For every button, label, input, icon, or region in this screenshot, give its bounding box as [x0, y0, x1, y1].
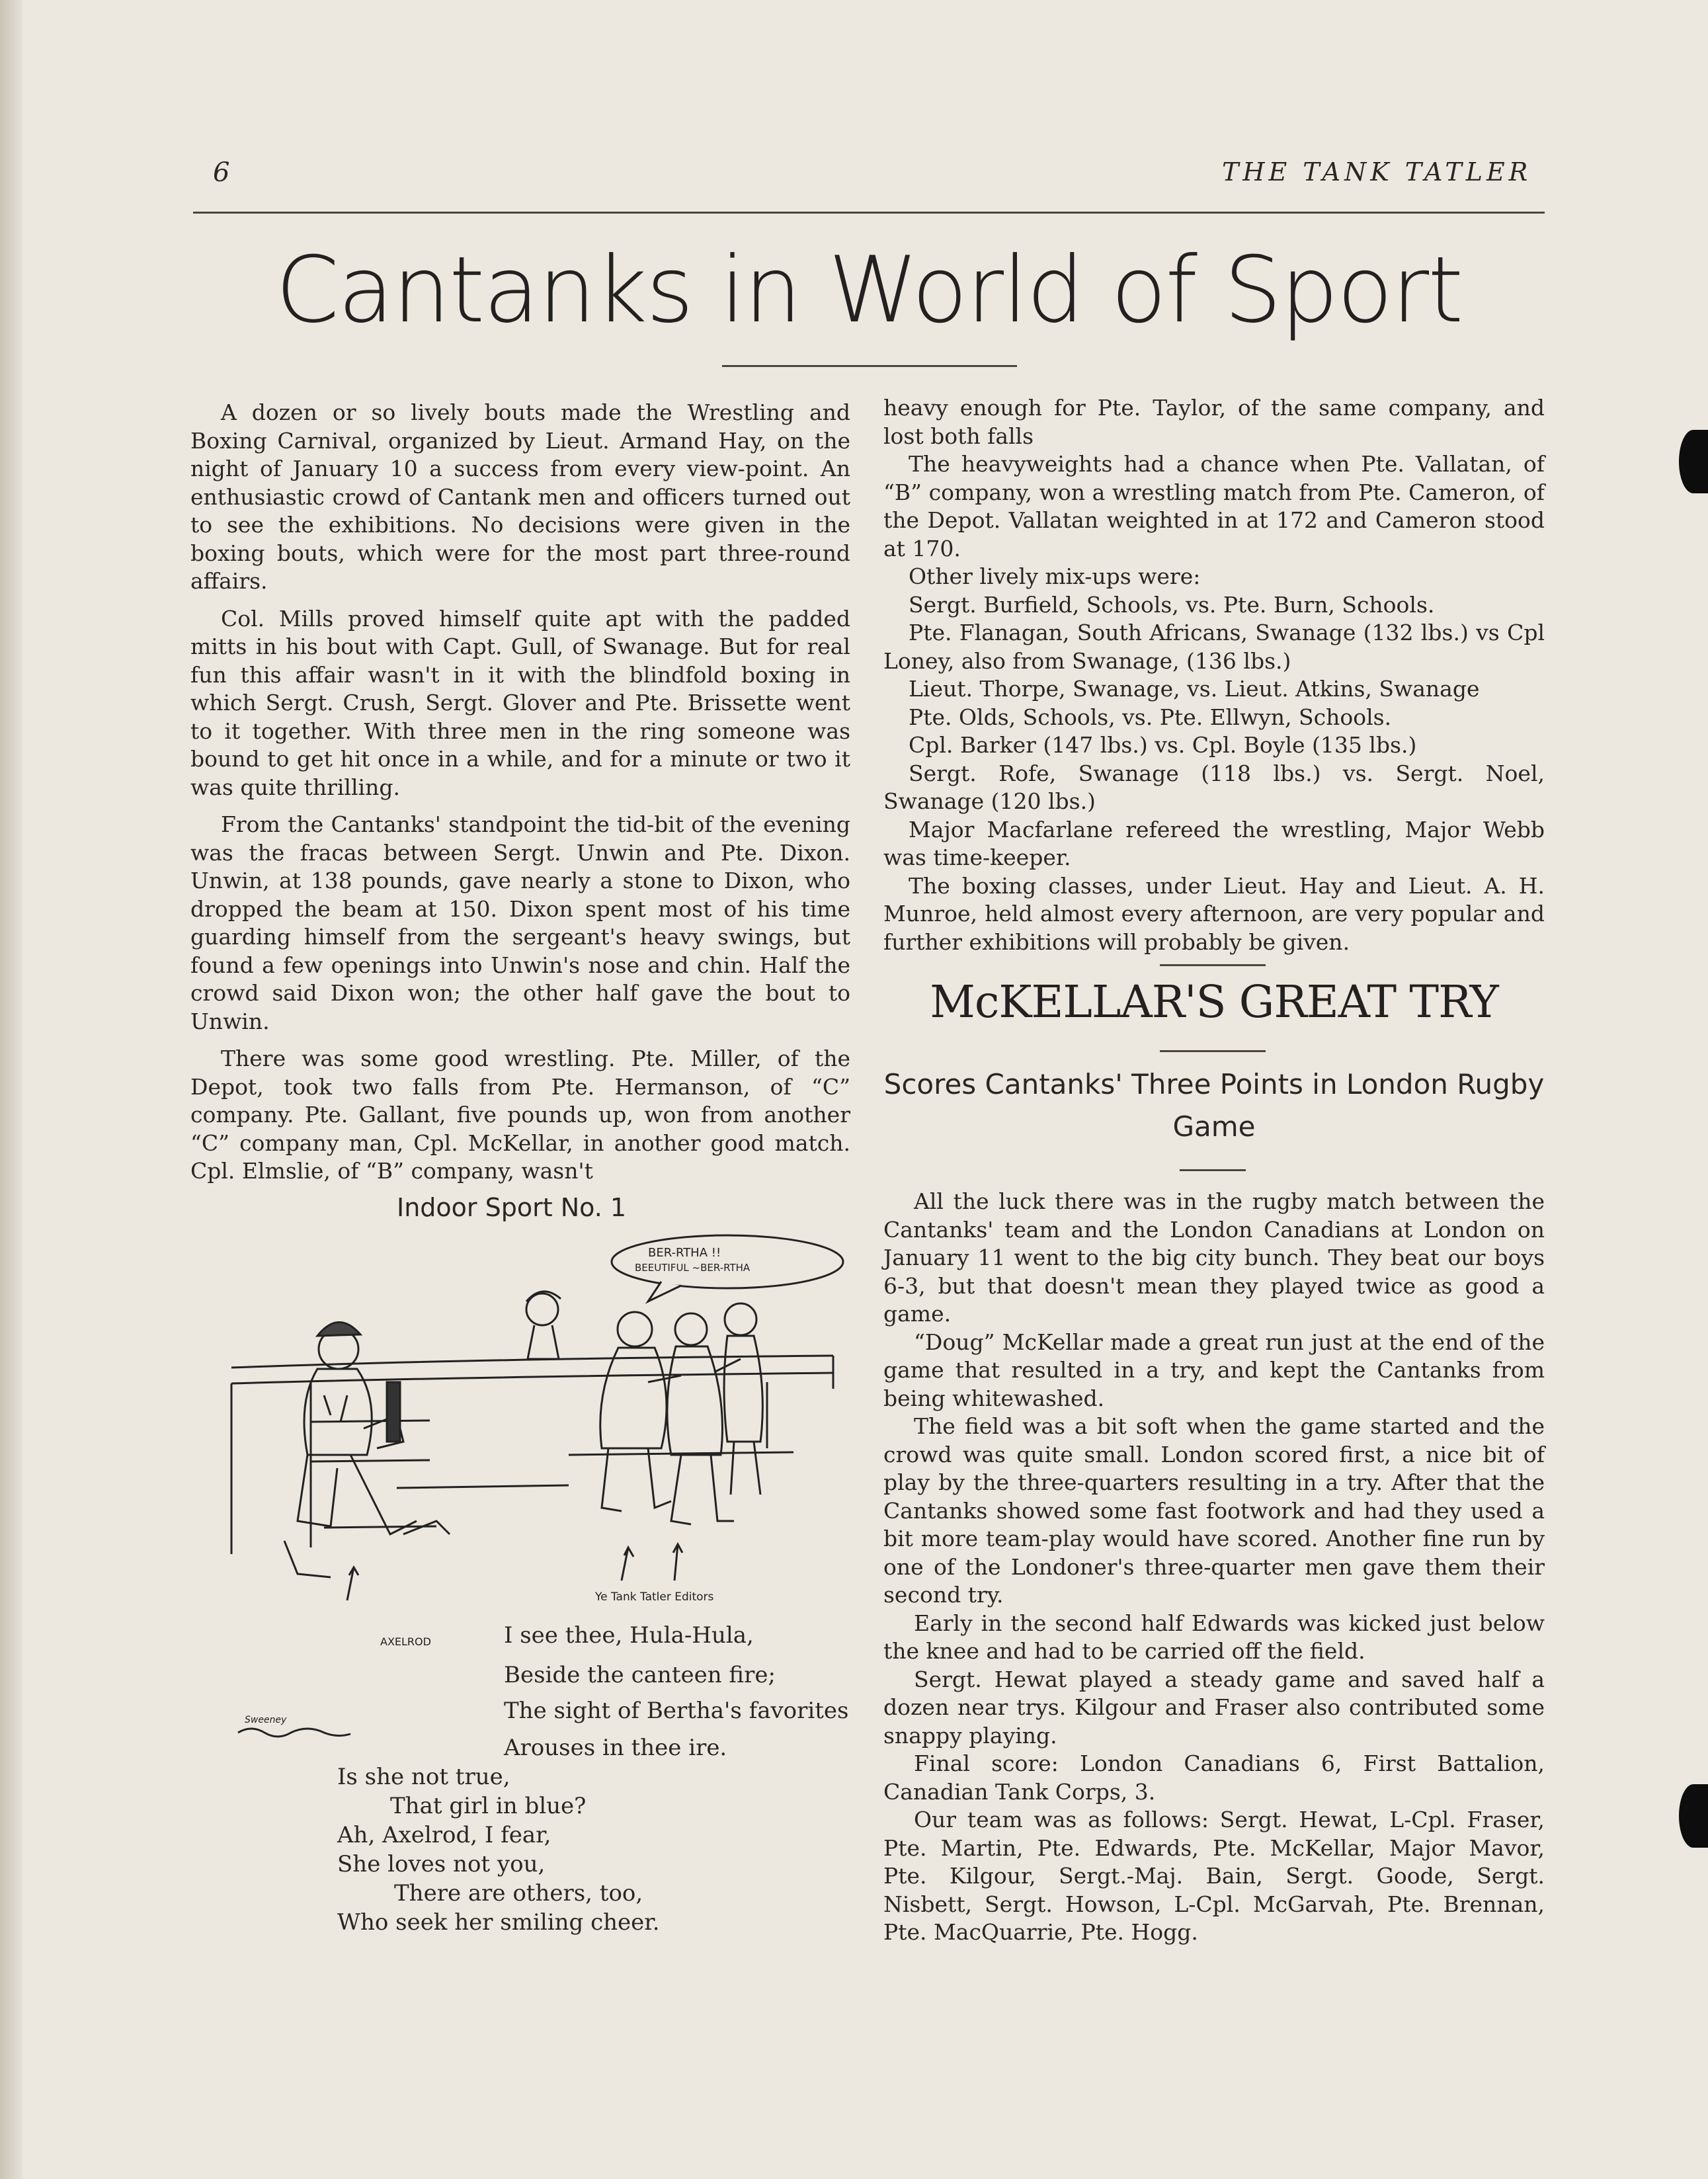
- section-subtitle: Scores Cantanks' Three Points in London Rugby Game: [883, 1068, 1545, 1143]
- paragraph: The field was a bit soft when the game started and the crowd was quite small. London scored first, a nice bit of play by the three-quarters resulting in a try. After that the Cantanks showed some fast footwork and had they used a bit more team-play would have scored. Another fine run by one of the Londoner's three-quarter men gave them their second try.: [883, 1413, 1545, 1608]
- editors-label: Ye Tank Tatler Editors: [595, 1590, 714, 1604]
- article-column-2: [883, 394, 1545, 956]
- article-title: Cantanks in World of Sport: [275, 237, 1463, 343]
- running-header: THE TANK TATLER: [1222, 157, 1532, 186]
- punch-hole: [1679, 1784, 1708, 1848]
- poem-line: Arouses in thee ire.: [504, 1735, 727, 1761]
- match-entry: Pte. Olds, Schools, vs. Pte. Ellwyn, Schools.: [909, 704, 1392, 730]
- section-divider: [1160, 964, 1266, 966]
- punch-hole: [1679, 430, 1708, 493]
- match-entry: Sergt. Rofe, Swanage (118 lbs.) vs. Sergt. Noel, Swanage (120 lbs.): [883, 760, 1545, 814]
- paragraph: From the Cantanks' standpoint the tid-bit of the evening was the fracas between Sergt. Unwin and Pte. Dixon. Unwin, at 138 pounds, gave nearly a stone to Dixon, who dropped the beam at 150. Dixon spent most of his time guarding himself from the sergeant's heavy swings, but found a few openings into Unwin's nose and chin. Half the crowd said Dixon won; the other half gave the bout to Unwin.: [190, 811, 850, 1034]
- paragraph: Our team was as follows: Sergt. Hewat, L-Cpl. Fraser, Pte. Martin, Pte. Edwards, Pte. McKellar, Major Mavor, Pte. Kilgour, Sergt.-Maj. Bain, Sergt. Goode, Sergt. Nisbett, Sergt. Howson, L-Cpl. McGarvah, Pte. Brennan, Pte. MacQuarrie, Pte. Hogg.: [883, 1807, 1545, 1945]
- poem-line: Beside the canteen fire;: [504, 1662, 776, 1688]
- paragraph: There was some good wrestling. Pte. Miller, of the Depot, took two falls from Pte. Hermanson, of “C” company. Pte. Gallant, five pounds up, won from another “C” company man, Cpl. McKellar, in another good match. Cpl. Elmslie, of “B” company, wasn't: [190, 1046, 850, 1184]
- section-title: McKELLAR'S GREAT TRY: [930, 976, 1498, 1028]
- poem-line: Ah, Axelrod, I fear,: [337, 1822, 551, 1848]
- poem-line: There are others, too,: [394, 1880, 643, 1907]
- title-rule: [722, 365, 1017, 367]
- poem-line: That girl in blue?: [390, 1793, 587, 1819]
- paragraph: heavy enough for Pte. Taylor, of the same company, and lost both falls: [883, 395, 1545, 449]
- paragraph: Major Macfarlane refereed the wrestling, Major Webb was time-keeper.: [883, 816, 1545, 870]
- speech-bubble-line: BER-RTHA !!: [648, 1246, 721, 1260]
- paragraph: “Doug” McKellar made a great run just at the end of the game that resulted in a try, and kept the Cantanks from being whitewashed.: [883, 1329, 1545, 1411]
- section-divider: [1180, 1169, 1246, 1171]
- poem-line: I see thee, Hula-Hula,: [504, 1622, 754, 1649]
- match-entry: Lieut. Thorpe, Swanage, vs. Lieut. Atkins, Swanage: [909, 676, 1480, 702]
- match-entry: Sergt. Burfield, Schools, vs. Pte. Burn, Schools.: [909, 591, 1435, 618]
- paragraph: Other lively mix-ups were:: [909, 563, 1201, 589]
- paragraph: A dozen or so lively bouts made the Wrestling and Boxing Carnival, organized by Lieut. Armand Hay, on the night of January 10 a success from every view-point. An enthusiastic crowd of Cantank men and officers turned out to see the exhibitions. No decisions were given in the boxing bouts, which were for the most part three-round affairs.: [190, 399, 850, 594]
- match-entry: Cpl. Barker (147 lbs.) vs. Cpl. Boyle (135 lbs.): [909, 732, 1417, 758]
- paragraph: Final score: London Canadians 6, First Battalion, Canadian Tank Corps, 3.: [883, 1750, 1545, 1805]
- paragraph: The boxing classes, under Lieut. Hay and Lieut. A. H. Munroe, held almost every afternoon, are very popular and further exhibitions will probably be given.: [883, 872, 1545, 955]
- paragraph: The heavyweights had a chance when Pte. Vallatan, of “B” company, won a wrestling match from Pte. Cameron, of the Depot. Vallatan weighted in at 172 and Cameron stood at 170.: [883, 451, 1545, 561]
- paragraph: Col. Mills proved himself quite apt with the padded mitts in his bout with Capt. Gull, of Swanage. But for real fun this affair wasn't in it with the blindfold boxing in which Sergt. Crush, Sergt. Glover and Pte. Brissette went to it together. With three men in the ring someone was bound to get hit once in a while, and for a minute or two it was quite thrilling.: [190, 605, 850, 800]
- speech-bubble-line: BEEUTIFUL ~BER-RTHA: [635, 1262, 751, 1274]
- poem-line: The sight of Bertha's favorites: [504, 1698, 849, 1724]
- poem-line: Is she not true,: [337, 1764, 510, 1790]
- cartoon-caption: Indoor Sport No. 1: [397, 1193, 627, 1222]
- article-column-1: [190, 399, 850, 1195]
- paragraph: Early in the second half Edwards was kicked just below the knee and had to be carried off the field.: [883, 1610, 1545, 1664]
- poem-line: Who seek her smiling cheer.: [337, 1909, 660, 1936]
- rugby-article-column: [883, 1188, 1545, 1947]
- binding-edge: [0, 0, 22, 2179]
- poem-line: She loves not you,: [337, 1851, 546, 1877]
- artist-signature: Sweeney: [245, 1715, 287, 1725]
- paragraph: All the luck there was in the rugby match between the Cantanks' team and the London Canadians at London on January 11 went to the big city bunch. They beat our boys 6-3, but that doesn't mean they played twice as good a game.: [883, 1188, 1545, 1327]
- match-entry: Pte. Flanagan, South Africans, Swanage (132 lbs.) vs Cpl Loney, also from Swanage, (136 lbs.): [883, 620, 1545, 674]
- axelrod-label: AXELROD: [380, 1635, 431, 1648]
- section-divider: [1160, 1050, 1266, 1052]
- paragraph: Sergt. Hewat played a steady game and saved half a dozen near trys. Kilgour and Fraser also contributed some snappy playing.: [883, 1666, 1545, 1748]
- page-number: 6: [213, 157, 230, 188]
- header-rule: [193, 212, 1545, 214]
